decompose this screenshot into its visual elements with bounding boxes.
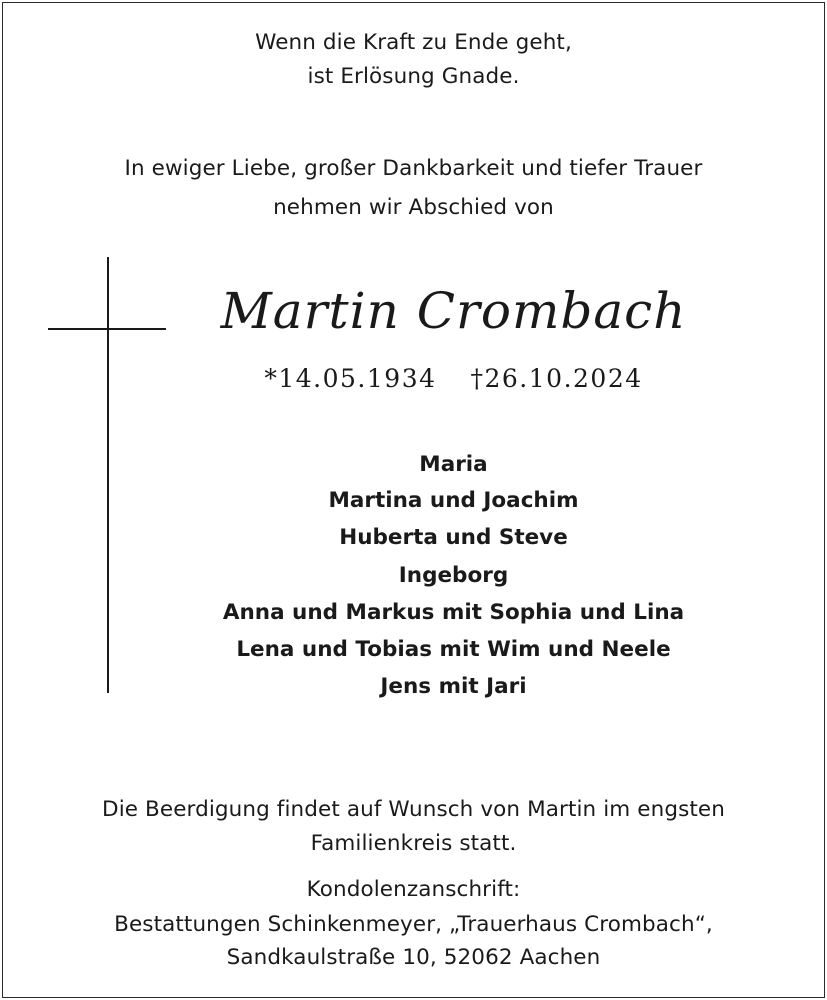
motto-line-2: ist Erlösung Gnade.	[307, 64, 520, 89]
family-member: Jens mit Jari	[380, 674, 527, 699]
funeral-note-line-2: Familienkreis statt.	[310, 831, 517, 856]
motto-line-1: Wenn die Kraft zu Ende geht,	[255, 30, 572, 55]
death-date: †26.10.2024	[470, 364, 643, 393]
family-member: Huberta und Steve	[339, 525, 568, 550]
family-member: Maria	[419, 452, 488, 477]
family-member: Lena und Tobias mit Wim und Neele	[236, 637, 671, 662]
birth-date: *14.05.1934	[264, 364, 437, 393]
condolence-address-line-1: Bestattungen Schinkenmeyer, „Trauerhaus Crombach“,	[114, 912, 713, 937]
life-dates	[40, 364, 827, 393]
condolence-heading: Kondolenzanschrift:	[306, 877, 521, 902]
funeral-note-line-1: Die Beerdigung findet auf Wunsch von Martin im engsten	[102, 797, 725, 822]
family-member: Martina und Joachim	[328, 488, 579, 513]
deceased-name: Martin Crombach	[220, 282, 687, 340]
family-member: Ingeborg	[398, 563, 509, 588]
condolence-address-line-2: Sandkaulstraße 10, 52062 Aachen	[226, 945, 601, 970]
family-member: Anna und Markus mit Sophia und Lina	[222, 600, 685, 625]
intro-line-2: nehmen wir Abschied von	[273, 195, 554, 220]
intro-line-1: In ewiger Liebe, großer Dankbarkeit und tiefer Trauer	[124, 156, 703, 181]
